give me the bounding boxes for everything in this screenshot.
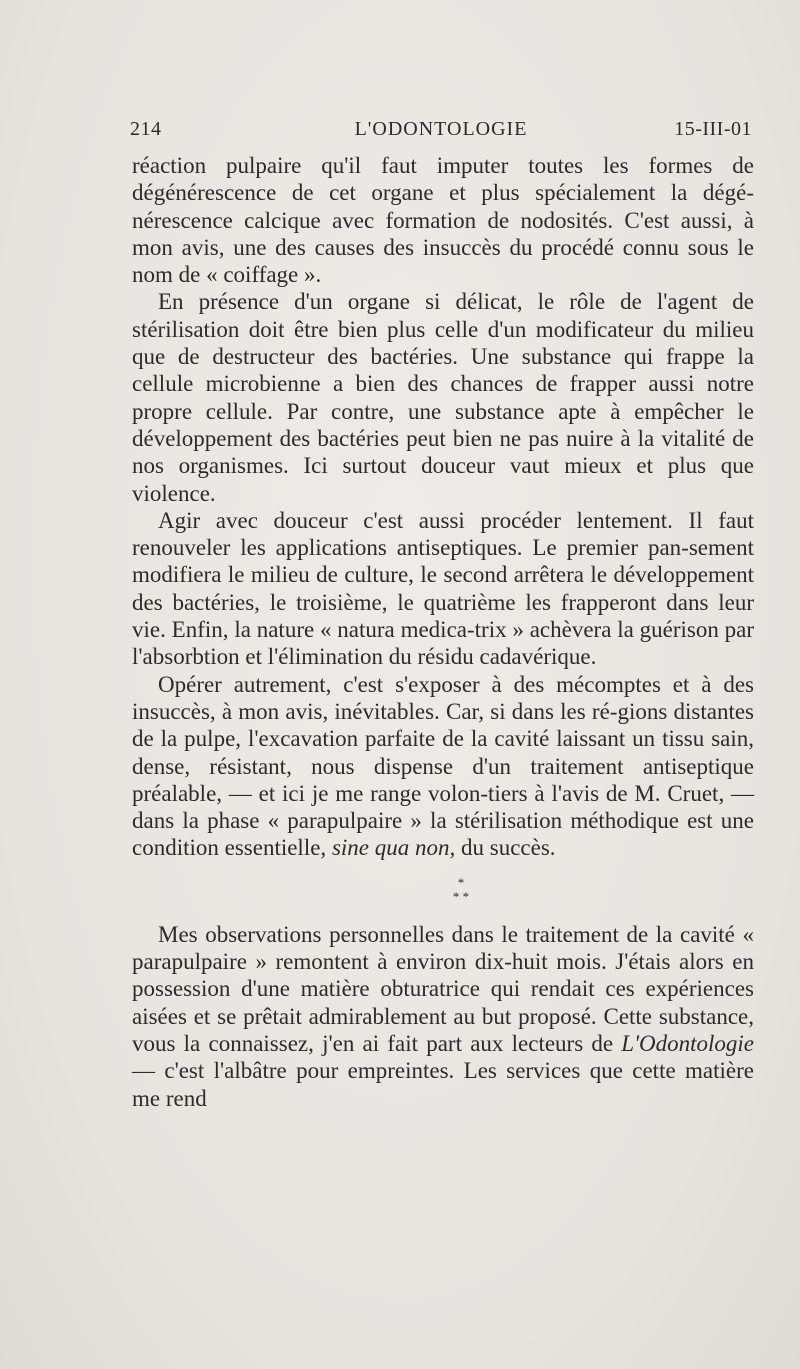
paragraph-5-text: Mes observations personnelles dans le traitement de la cavité « parapulpaire » remontent à environ dix-huit mois. J'étais alors en possession d'une matière obturatrice qui rendait ces expériences aisées et se prêtait admirablement au but proposé. Cette substance, vous la connaissez, j'en ai fait part aux lecteurs de [132,921,754,1056]
paragraph-4-text: Opérer autrement, c'est s'exposer à des mécomptes et à des insuccès, à mon avis, inévitables. Car, si dans les ré-gions distantes de la pulpe, l'excavation parfaite de la cavité laissant un tissu sain, dense, résistant, nous dispense d'un traitement antiseptique préalable, — et ici je me range volon-tiers à l'avis de M. Cruet, — dans la phase « parapulpaire » la stérilisation méthodique est une condition essentielle, [132,671,754,861]
body-text [132,152,754,1112]
paragraph-4-tail: du succès. [455,835,556,861]
journal-title: L'ODONTOLOGIE [354,118,528,140]
page-number: 214 [130,118,162,140]
paragraph-2: En présence d'un organe si délicat, le rôle de l'agent de stérilisation doit être bien plus celle d'un modificateur du milieu que de destructeur des bactéries. Une substance qui frappe la cellule microbienne a bien des chances de frapper aussi notre propre cellule. Par contre, une substance apte à empêcher le développement des bactéries peut bien ne pas nuire à la vitalité de nos organismes. Ici surtout douceur vaut mieux et plus que violence. [132,289,754,506]
section-asterism [132,876,754,904]
running-header [130,118,752,146]
paragraph-3: Agir avec douceur c'est aussi procéder lentement. Il faut renouveler les applications antiseptiques. Le premier pan-sement modifiera le milieu de culture, le second arrêtera le développement des bactéries, le troisième, le quatrième les frapperont dans leur vie. Enfin, la nature « natura medica-trix » achèvera la guérison par l'absorbtion et l'élimination du résidu cadavérique. [132,507,754,670]
paragraph-4 [132,671,754,862]
paragraph-1: réaction pulpaire qu'il faut imputer toutes les formes de dégénérescence de cet organe et plus spécialement la dégé-nérescence calcique avec formation de nodosités. C'est aussi, à mon avis, une des causes des insuccès du procédé connu sous le nom de « coiffage ». [132,153,754,288]
issue-date: 15-III-01 [674,118,752,140]
asterism-bottom: * * [452,888,470,904]
paragraph-5-tail: — c'est l'albâtre pour empreintes. Les services que cette matière me rend [132,1058,754,1111]
journal-reference: L'Odontologie [621,1030,754,1056]
asterism-top: * [457,874,465,890]
paragraph-5 [132,921,754,1112]
latin-phrase: sine qua non, [331,835,456,861]
